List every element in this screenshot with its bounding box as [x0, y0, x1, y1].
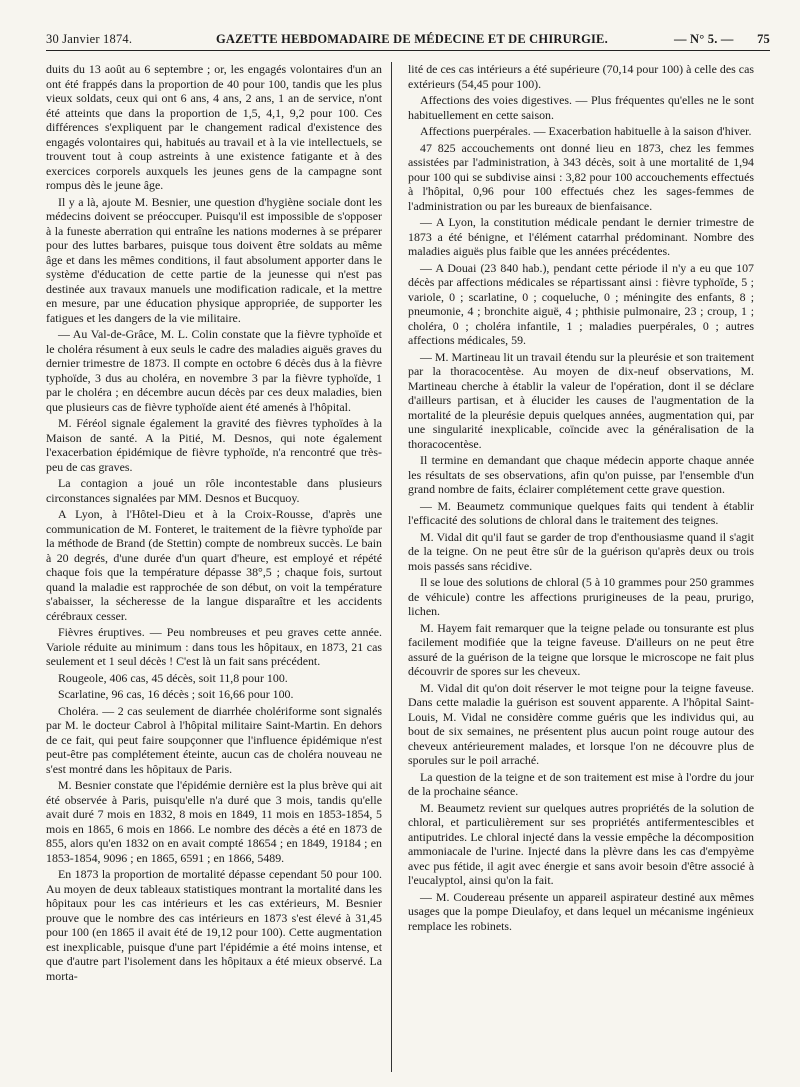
paragraph: Fièvres éruptives. — Peu nombreuses et peu graves cette année. Variole réduite au minimum : dans tous les hôpitaux, en 1873, 21 cas seulement et 1 seul décès ! C'est là un fait sans précédent.	[46, 625, 382, 668]
paragraph: Scarlatine, 96 cas, 16 décès ; soit 16,66 pour 100.	[58, 687, 294, 701]
paragraph: M. Vidal dit qu'il faut se garder de trop d'enthousiasme quand il s'agit de la teigne. On ne peut être sûr de la guérison qu'après deux ou trois mois passés sans récidive.	[408, 529, 754, 573]
paragraph: — A Lyon, la constitution médicale pendant le dernier trimestre de 1873 a été bénigne, et l'élément catarrhal prédominant. Nombre des maladies aiguës plus faible que les années précédentes.	[408, 215, 754, 258]
paragraph: M. Vidal dit qu'on doit réserver le mot teigne pour la teigne faveuse. Dans cette maladie la guérison est souvent apparente. A l'hôpital Saint-Louis, M. Vidal ne considère comme guéris que les individus qui, au bout de six semaines, ne présentent plus aucun point rouge autour des cheveux antérieurement malades, et lorsque l'on ne découvre plus de sporules sur le poil arraché.	[408, 680, 754, 767]
column-divider	[391, 62, 392, 1072]
paragraph: — M. Beaumetz communique quelques faits qui tendent à établir l'efficacité des solutions de chloral dans le traitement des teignes.	[408, 498, 754, 527]
paragraph: Affections des voies digestives. — Plus fréquentes qu'elles ne le sont habituellement en cette saison.	[408, 93, 754, 122]
left-column	[46, 62, 382, 1072]
paragraph: M. Besnier constate que l'épidémie dernière est la plus brève qui ait été observée à Paris, puisqu'elle n'a duré que 3 mois, tandis qu'elle avait duré 7 mois en 1832, 8 mois en 1849, 11 mois en 1853-1854, 5 mois en 1865, 6 mois en 1866. Le nombre des décès a été en 1873 de 855, alors qu'en 1832 on en avait compté 18654 ; en 1849, 19184 ; en 1853-1854, 9096 ; en 1865, 6591 ; en 1866, 5489.	[46, 778, 382, 865]
header-rule	[46, 50, 770, 51]
paragraph: Il se loue des solutions de chloral (5 à 10 grammes pour 250 grammes de véhicule) contre les affections prurigineuses de la peau, prurigo, lichen.	[408, 575, 754, 618]
paragraph: M. Hayem fait remarquer que la teigne pelade ou tonsurante est plus facilement modifiée que la teigne faveuse. D'ailleurs on ne peut être assuré de la guérison de la teigne que lorsque le microscope ne fait plus découvrir de spores sur les cheveux.	[408, 620, 754, 678]
issue-number: — N° 5. —	[674, 32, 734, 46]
paragraph: En 1873 la proportion de mortalité dépasse cependant 50 pour 100. Au moyen de deux tableaux statistiques montrant la mortalité dans les hôpitaux pour les cas intérieurs et les cas extérieurs, M. Besnier prouve que le nombre des cas intérieurs en 1873 s'est élevé à 31,45 pour 100 (en 1865 il avait été de 19,12 pour 100). Cette augmentation est inexplicable, puisque d'une part l'épidémie a été moins intense, et que d'autre part l'isolement dans les hôpitaux a été mieux observé. La morta-	[46, 867, 382, 983]
header-date: 30 Janvier 1874.	[46, 32, 133, 46]
page-number: 75	[757, 32, 770, 46]
paragraph: Affections puerpérales. — Exacerbation habituelle à la saison d'hiver.	[420, 124, 752, 138]
paragraph: 47 825 accouchements ont donné lieu en 1873, chez les femmes assistées par l'administration, à 343 décès, soit à une mortalité de 1,94 pour 100 qui se subdivise ainsi : 3,82 pour 100 accouchements effectués à l'hôpital, 0,96 pour 100 effectués chez les sages-femmes de l'administration ou par les bureaux de bienfaisance.	[408, 140, 754, 213]
paragraph: Il y a là, ajoute M. Besnier, une question d'hygiène sociale dont les médecins doivent se préoccuper. Puisqu'il est impossible de s'opposer à la funeste aberration qui entraîne les nations modernes à se préparer pour des luttes barbares, puisque tous doivent être soldats au même âge et dans les mêmes conditions, il faut absolument apporter dans le système d'éducation de cette partie de la jeunesse qui n'est pas destinée aux travaux manuels une modification radicale, et la mettre en mesure, par une éducation physique appropriée, de supporter les fatigues et les dangers de la vie militaire.	[46, 194, 382, 325]
paragraph: lité de ces cas intérieurs a été supérieure (70,14 pour 100) à celle des cas extérieurs (54,45 pour 100).	[408, 62, 754, 91]
paragraph: Rougeole, 406 cas, 45 décès, soit 11,8 pour 100.	[58, 670, 288, 685]
paragraph: La contagion a joué un rôle incontestable dans plusieurs circonstances signalées par MM. Desnos et Bucquoy.	[46, 476, 382, 505]
paragraph: M. Féréol signale également la gravité des fièvres typhoïdes à la Maison de santé. A la Pitié, M. Desnos, qui note également l'exacerbation épidémique de fièvre typhoïde, n'a rencontré que très-peu de cas graves.	[46, 416, 382, 474]
journal-title: GAZETTE HEBDOMADAIRE DE MÉDECINE ET DE CHIRURGIE.	[216, 32, 608, 46]
paragraph: — M. Martineau lit un travail étendu sur la pleurésie et son traitement par la thoracocentèse. Au moyen de dix-neuf observations, M. Martineau cherche à établir la valeur de l'opération, dont il se déclare d'ailleurs partisan, et à élucider les causes de l'augmentation de la mortalité de la pleurésie depuis quelques années, augmentation qui, par une singularité inexplicable, coïncide avec la généralisation de la thoracocentèse.	[408, 349, 754, 451]
paragraph: — M. Coudereau présente un appareil aspirateur destiné aux mêmes usages que la pompe Dieulafoy, et dans lequel un mécanisme ingénieux remplace les robinets.	[408, 889, 754, 933]
paragraph: duits du 13 août au 6 septembre ; or, les engagés volontaires d'un an ont été frappés dans la proportion de 40 pour 100, tandis que les plus vieux soldats, ceux qui ont 6 ans, 4 ans, 2 ans, 1 an de service, n'ont été atteints que dans la proportion de 1,5, 4,1, 9,2 pour 100. Ces différences s'expliquent par le changement radical d'existence des engagés volontaires qui, habitués au travail et à la vie intellectuels, se trouvent tout à coup astreints à une existence fatigante et à des exercices corporels auxquels les jeunes gens de la campagne sont rompus dès le jeune âge.	[46, 62, 382, 192]
paragraph: A Lyon, à l'Hôtel-Dieu et à la Croix-Rousse, d'après une communication de M. Fonteret, le traitement de la fièvre typhoïde par la méthode de Brand (de Stettin) compte de nombreux succès. Le bain à 20 degrés, d'une durée d'un quart d'heure, est employé et répété chaque fois que la température dépasse 38°,5 ; chaque fois, surtout quand la maladie est rapprochée de son début, on voit la température s'abaisser, la sécheresse de la langue disparaître et les accidents cérébraux cesser.	[46, 507, 382, 623]
right-column	[408, 62, 754, 1072]
running-header	[46, 28, 770, 50]
paragraph: Il termine en demandant que chaque médecin apporte chaque année les résultats de ses observations, afin qu'on puisse, par l'ensemble d'un grand nombre de faits, éclairer complétement cette grave question.	[408, 453, 754, 496]
paragraph: M. Beaumetz revient sur quelques autres propriétés de la solution de chloral, et particulièrement sur ses propriétés antifermentescibles et antiputrides. Le chloral injecté dans la vessie empêche la décomposition ammoniacale de l'urine. Injecté dans la plèvre dans les cas d'empyème avec pus fétide, il agit avec énergie et sans avoir besoin d'être associé à l'eucalyptol, ainsi qu'on la fait.	[408, 800, 754, 887]
paragraph: La question de la teigne et de son traitement est mise à l'ordre du jour de la prochaine séance.	[408, 769, 754, 798]
paragraph: Choléra. — 2 cas seulement de diarrhée cholériforme sont signalés par M. le docteur Cabrol à l'hôpital militaire Saint-Martin. En dehors de ce fait, qui peut faire soupçonner que l'influence épidémique n'est peut-être pas complétement éteinte, aucun cas de choléra nouveau ne s'est montré dans les hôpitaux de Paris.	[46, 703, 382, 776]
paragraph: — Au Val-de-Grâce, M. L. Colin constate que la fièvre typhoïde et le choléra résument à eux seuls le cadre des maladies aiguës graves du dernier trimestre de 1873. Il compte en octobre 6 décès dus à la fièvre typhoïde, 3 dus au choléra, en novembre 3 par la fièvre typhoïde, 1 par le choléra ; en décembre aucun décès par ces deux maladies, bien que plusieurs cas de fièvre typhoïde aient été amenés à l'hôpital.	[46, 327, 382, 414]
paragraph: — A Douai (23 840 hab.), pendant cette période il n'y a eu que 107 décès par affections médicales se répartissant ainsi : fièvre typhoïde, 5 ; variole, 0 ; scarlatine, 0 ; coqueluche, 0 ; méningite des enfants, 8 ; pneumonie, 4 ; bronchite aiguë, 4 ; phthisie pulmonaire, 23 ; croup, 1 ; choléra, 0 ; choléra infantile, 1 ; maladies puerpérales, 0 ; autres affections médicales, 59.	[408, 260, 754, 347]
